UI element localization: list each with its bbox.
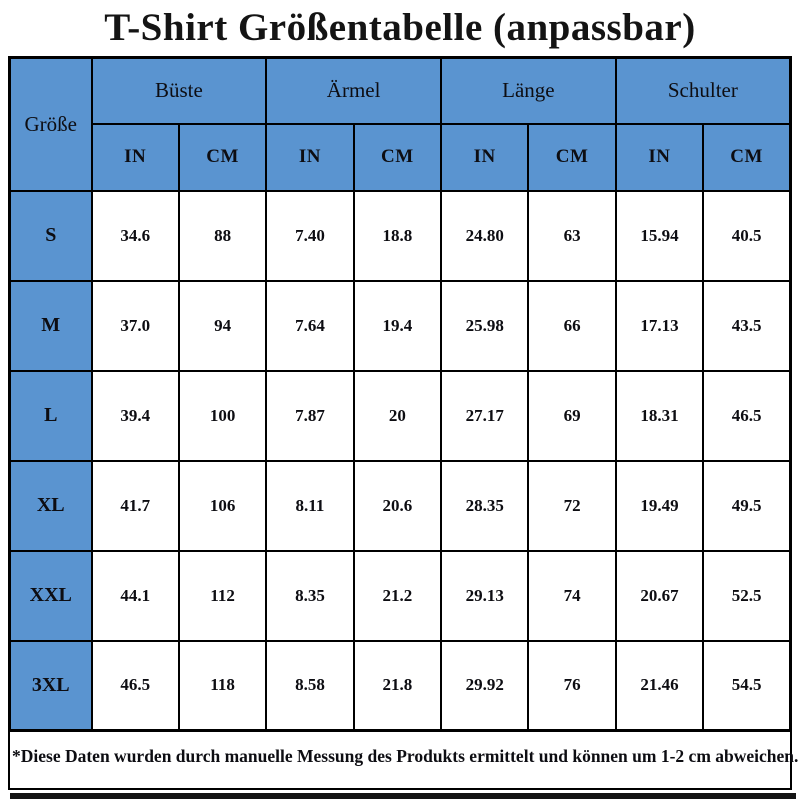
cell-value: 46.5 (703, 371, 790, 461)
table-row-s (10, 191, 791, 281)
cell-value: 27.17 (441, 371, 528, 461)
group-header-bueste: Büste (92, 58, 267, 124)
group-header-row (10, 58, 791, 124)
cell-value: 40.5 (703, 191, 790, 281)
cell-value: 34.6 (92, 191, 179, 281)
unit-header-aermel-cm: CM (354, 124, 441, 191)
group-header-laenge: Länge (441, 58, 616, 124)
cell-value: 24.80 (441, 191, 528, 281)
cell-value: 21.46 (616, 641, 703, 731)
cell-value: 25.98 (441, 281, 528, 371)
cell-value: 46.5 (92, 641, 179, 731)
cropped-next-section-edge (10, 793, 796, 799)
cell-value: 100 (179, 371, 266, 461)
cell-value: 54.5 (703, 641, 790, 731)
table-row-3xl (10, 641, 791, 731)
page-title: T-Shirt Größentabelle (anpassbar) (104, 6, 696, 49)
size-label: XXL (10, 551, 92, 641)
size-chart-table (8, 56, 792, 732)
cell-value: 20.67 (616, 551, 703, 641)
size-label: S (10, 191, 92, 281)
footnote-box (8, 732, 799, 790)
unit-header-laenge-cm: CM (528, 124, 615, 191)
size-label: L (10, 371, 92, 461)
table-row-xxl (10, 551, 791, 641)
unit-header-schulter-cm: CM (703, 124, 790, 191)
size-label: XL (10, 461, 92, 551)
cell-value: 43.5 (703, 281, 790, 371)
table-row-l (10, 371, 791, 461)
cell-value: 63 (528, 191, 615, 281)
cell-value: 72 (528, 461, 615, 551)
cell-value: 7.40 (266, 191, 353, 281)
cell-value: 18.8 (354, 191, 441, 281)
unit-header-row (10, 124, 791, 191)
cell-value: 19.4 (354, 281, 441, 371)
cell-value: 20 (354, 371, 441, 461)
cell-value: 7.87 (266, 371, 353, 461)
cell-value: 20.6 (354, 461, 441, 551)
cell-value: 112 (179, 551, 266, 641)
cell-value: 66 (528, 281, 615, 371)
unit-header-schulter-in: IN (616, 124, 703, 191)
cell-value: 18.31 (616, 371, 703, 461)
cell-value: 76 (528, 641, 615, 731)
cell-value: 44.1 (92, 551, 179, 641)
table-row-xl (10, 461, 791, 551)
cell-value: 15.94 (616, 191, 703, 281)
cell-value: 19.49 (616, 461, 703, 551)
cell-value: 8.11 (266, 461, 353, 551)
group-header-schulter: Schulter (616, 58, 791, 124)
footnote-text: *Diese Daten wurden durch manuelle Messung des Produkts ermittelt und können um 1-2 cm abweichen. (12, 745, 799, 766)
cell-value: 74 (528, 551, 615, 641)
cell-value: 106 (179, 461, 266, 551)
cell-value: 28.35 (441, 461, 528, 551)
cell-value: 88 (179, 191, 266, 281)
unit-header-bueste-in: IN (92, 124, 179, 191)
cell-value: 118 (179, 641, 266, 731)
cell-value: 69 (528, 371, 615, 461)
cell-value: 8.35 (266, 551, 353, 641)
cell-value: 8.58 (266, 641, 353, 731)
cell-value: 29.13 (441, 551, 528, 641)
cell-value: 7.64 (266, 281, 353, 371)
cell-value: 21.8 (354, 641, 441, 731)
cell-value: 41.7 (92, 461, 179, 551)
unit-header-bueste-cm: CM (179, 124, 266, 191)
cell-value: 39.4 (92, 371, 179, 461)
size-column-header: Größe (10, 58, 92, 191)
cell-value: 17.13 (616, 281, 703, 371)
size-label: M (10, 281, 92, 371)
cell-value: 49.5 (703, 461, 790, 551)
size-label: 3XL (10, 641, 92, 731)
cell-value: 29.92 (441, 641, 528, 731)
unit-header-aermel-in: IN (266, 124, 353, 191)
table-row-m (10, 281, 791, 371)
cell-value: 37.0 (92, 281, 179, 371)
cell-value: 94 (179, 281, 266, 371)
cell-value: 52.5 (703, 551, 790, 641)
unit-header-laenge-in: IN (441, 124, 528, 191)
cell-value: 21.2 (354, 551, 441, 641)
group-header-aermel: Ärmel (266, 58, 441, 124)
